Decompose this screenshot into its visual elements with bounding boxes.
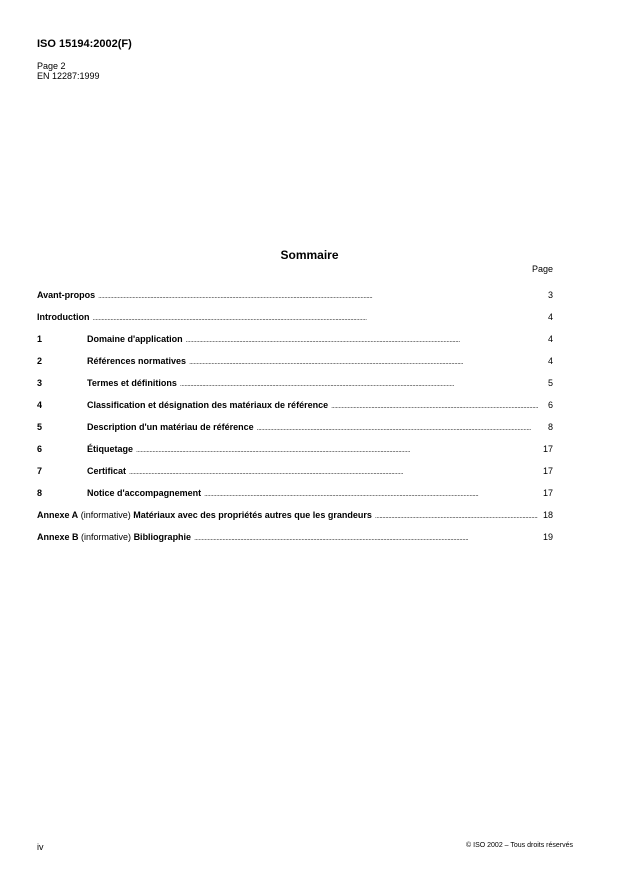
- annex-kind: (informative): [80, 510, 131, 520]
- annex-title: Bibliographie: [133, 532, 192, 542]
- toc-entry-number: 7: [37, 466, 43, 476]
- toc-entry-2[interactable]: [37, 356, 553, 378]
- toc-entry-page: 18: [542, 510, 553, 520]
- toc-entry-label: Références normatives: [87, 356, 187, 366]
- en-reference: EN 12287:1999: [37, 71, 100, 81]
- dot-leader: [93, 312, 539, 322]
- toc-entry-page: 17: [542, 466, 553, 476]
- toc-entry-label: Étiquetage: [87, 444, 134, 454]
- toc-entry-page: 6: [547, 400, 553, 410]
- dot-leader: [204, 488, 538, 498]
- toc-entry-label: Termes et définitions: [87, 378, 177, 388]
- toc-entry-label: Classification et désignation des matériaux de référence: [87, 400, 329, 410]
- annex-kind: (informative): [81, 532, 132, 542]
- header-refs: [37, 61, 100, 81]
- toc-entry-number: 3: [37, 378, 43, 388]
- dot-leader: [194, 532, 538, 542]
- dot-leader: [257, 422, 538, 432]
- toc-entry-number: 6: [37, 444, 43, 454]
- footer-page-number: iv: [37, 842, 44, 852]
- toc-entry-avant-propos[interactable]: [37, 290, 553, 312]
- toc-entry-label: Certificat: [87, 466, 127, 476]
- dot-leader: [331, 400, 538, 410]
- toc-entry-page: 4: [547, 334, 553, 344]
- table-of-contents: [37, 290, 553, 554]
- toc-entry-7[interactable]: [37, 466, 553, 488]
- dot-leader: [189, 356, 538, 366]
- toc-entry-8[interactable]: [37, 488, 553, 510]
- dot-leader: [180, 378, 538, 388]
- toc-entry-introduction[interactable]: [37, 312, 553, 334]
- toc-entry-1[interactable]: [37, 334, 553, 356]
- toc-entry-annexe-b[interactable]: [37, 532, 553, 554]
- toc-entry-label: Description d'un matériau de référence: [87, 422, 254, 432]
- toc-title: Sommaire: [280, 248, 339, 262]
- toc-entry-page: 17: [542, 444, 553, 454]
- toc-entry-label: Notice d'accompagnement: [87, 488, 202, 498]
- footer-copyright: © ISO 2002 – Tous droits réservés: [466, 842, 573, 849]
- toc-entry-page: 5: [547, 378, 553, 388]
- toc-entry-3[interactable]: [37, 378, 553, 400]
- toc-entry-number: 5: [37, 422, 43, 432]
- toc-entry-page: 4: [547, 356, 553, 366]
- annex-name: Annexe A: [37, 510, 79, 520]
- toc-entry-label: Avant-propos: [37, 290, 96, 300]
- document-id: ISO 15194:2002(F): [37, 38, 132, 50]
- toc-entry-page: 4: [547, 312, 553, 322]
- toc-entry-number: 8: [37, 488, 43, 498]
- toc-entry-label: Introduction: [37, 312, 90, 322]
- toc-entry-5[interactable]: [37, 422, 553, 444]
- page-line: Page 2: [37, 61, 66, 71]
- toc-entry-6[interactable]: [37, 444, 553, 466]
- toc-entry-number: 2: [37, 356, 43, 366]
- toc-entry-page: 8: [547, 422, 553, 432]
- annex-label: [37, 532, 191, 542]
- toc-entry-annexe-a[interactable]: [37, 510, 553, 532]
- dot-leader: [375, 510, 538, 520]
- toc-entry-number: 1: [37, 334, 43, 344]
- toc-entry-label: Domaine d'application: [87, 334, 183, 344]
- dot-leader: [186, 334, 538, 344]
- annex-name: Annexe B: [37, 532, 79, 542]
- toc-entry-page: 17: [542, 488, 553, 498]
- dot-leader: [129, 466, 538, 476]
- toc-page-label: Page: [531, 264, 553, 274]
- annex-label: [37, 510, 372, 520]
- dot-leader: [136, 444, 538, 454]
- toc-entry-page: 3: [547, 290, 553, 300]
- toc-entry-number: 4: [37, 400, 43, 410]
- toc-entry-page: 19: [542, 532, 553, 542]
- dot-leader: [98, 290, 538, 300]
- annex-title: Matériaux avec des propriétés autres que les grandeurs: [133, 510, 372, 520]
- toc-entry-4[interactable]: [37, 400, 553, 422]
